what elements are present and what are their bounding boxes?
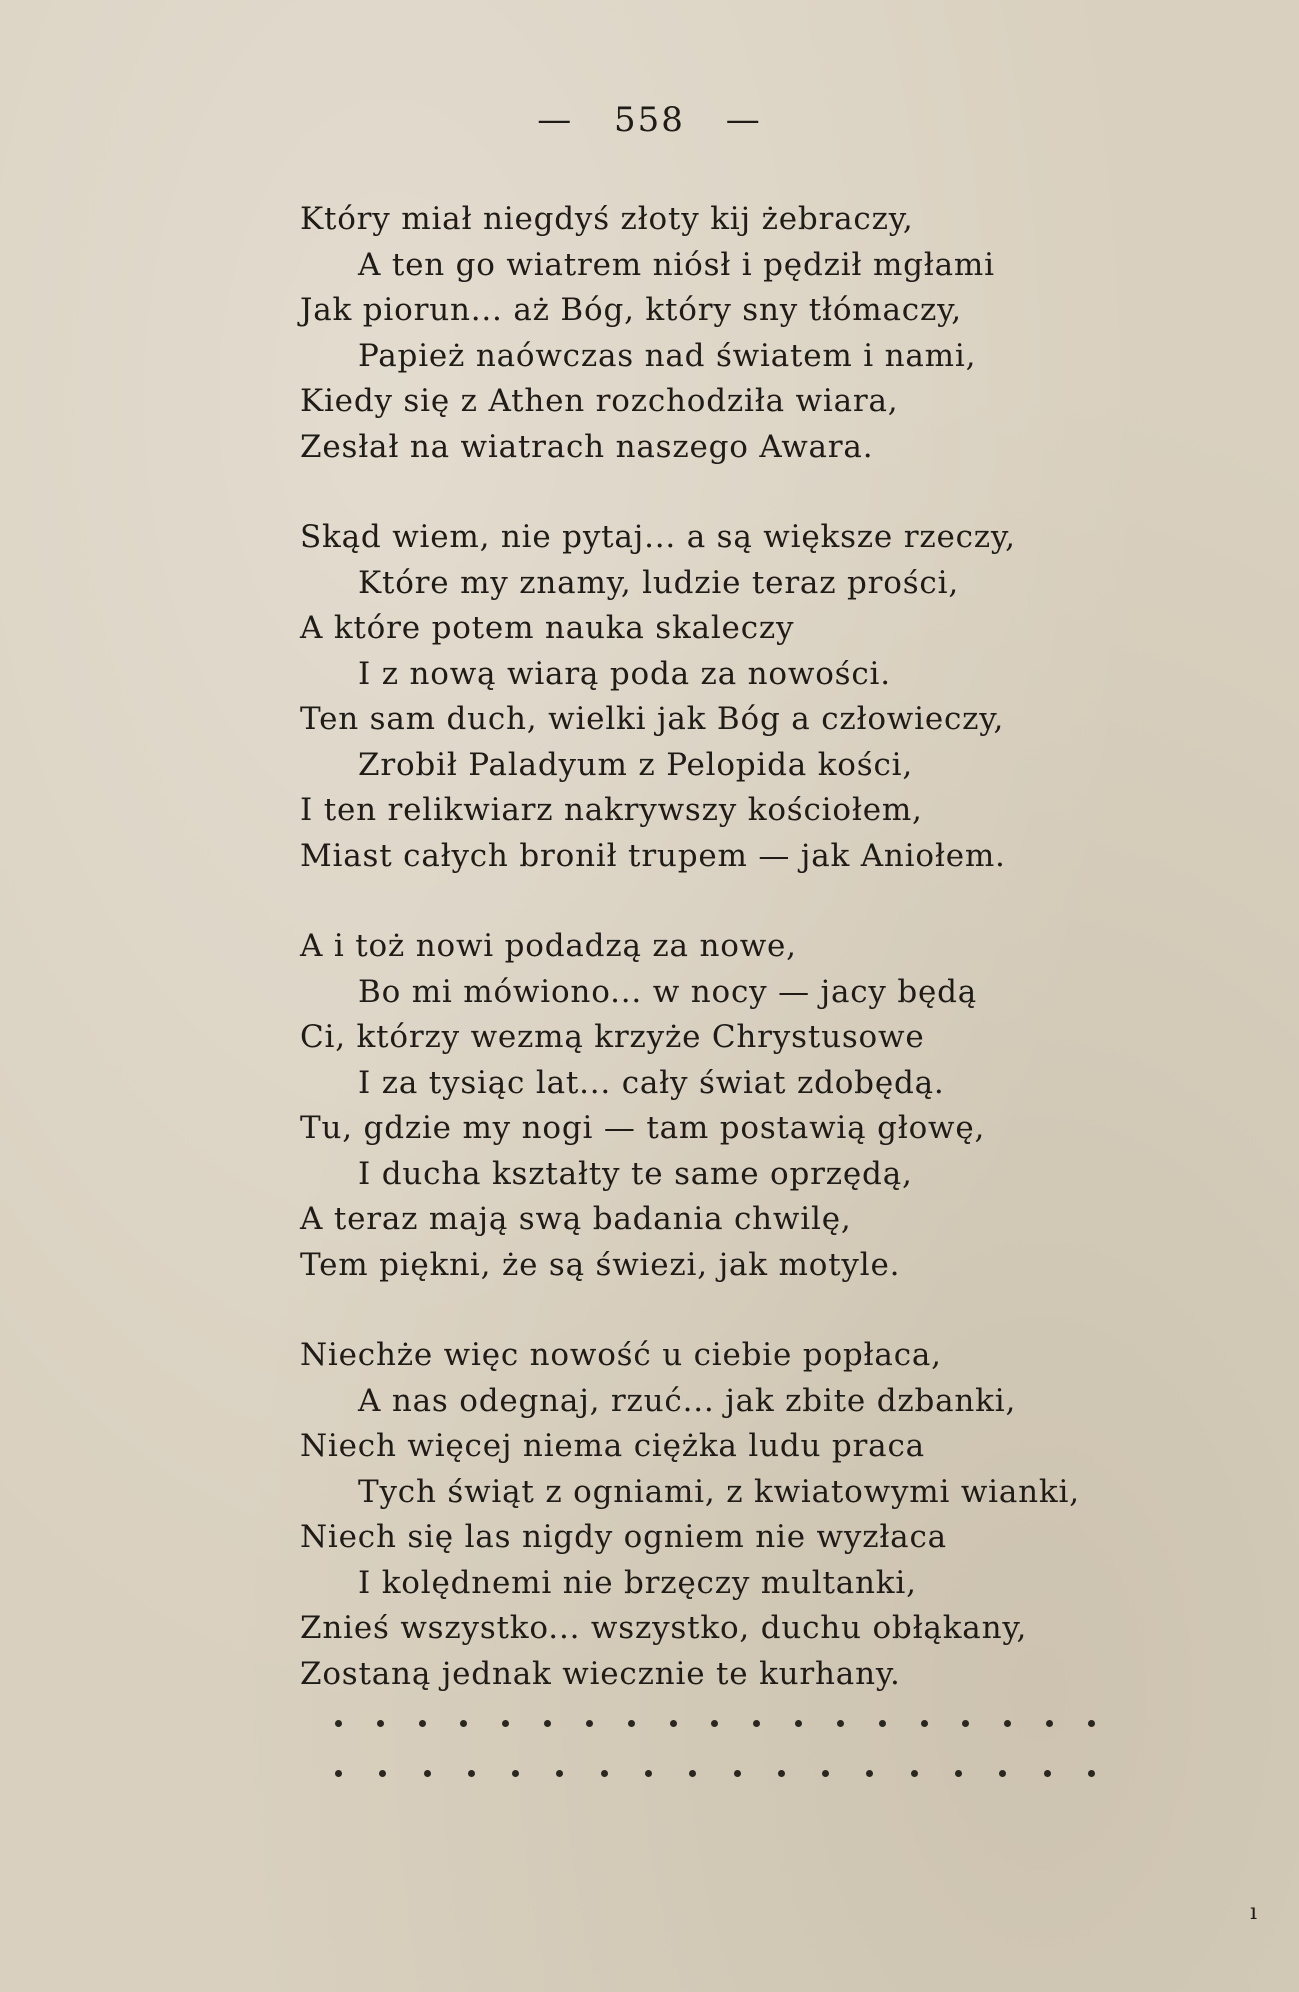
poem-line: Bo mi mówiono... w nocy — jacy będą [358, 973, 978, 1010]
stanza [300, 197, 1260, 470]
poem-line: Miast całych bronił trupem — jak Aniołem. [300, 837, 1006, 874]
ellipsis-dot [962, 1720, 969, 1727]
stanza [300, 924, 1260, 1288]
poem-line: Papież naówczas nad światem i nami, [358, 337, 977, 374]
stanza [300, 1333, 1260, 1697]
ellipsis-row [335, 1770, 1095, 1777]
ellipsis-dot [468, 1770, 475, 1777]
ellipsis-dot [377, 1720, 384, 1727]
ellipsis-dot [711, 1720, 718, 1727]
poem-line: Znieś wszystko... wszystko, duchu obłąkany, [300, 1610, 1028, 1646]
ellipsis-dot [795, 1720, 802, 1727]
poem-line: Tu, gdzie my nogi — tam postawią głowę, [300, 1110, 986, 1146]
poem-line: I ducha kształty te same oprzędą, [358, 1155, 913, 1192]
ellipsis-dot [921, 1720, 928, 1727]
poem-line: Który miał niegdyś złoty kij żebraczy, [300, 201, 914, 237]
ellipsis-row [335, 1720, 1095, 1727]
poem-line: A nas odegnaj, rzuć... jak zbite dzbanki, [358, 1382, 1017, 1419]
poem-line: I z nową wiarą poda za nowości. [358, 655, 891, 692]
ellipsis-dot [1044, 1770, 1051, 1777]
poem-line: I za tysiąc lat... cały świat zdobędą. [358, 1064, 945, 1101]
ellipsis-dot [1088, 1720, 1095, 1727]
poem-line: A teraz mają swą badania chwilę, [300, 1201, 852, 1237]
poem-line: A które potem nauka skaleczy [300, 610, 795, 646]
poem-line: Jak piorun... aż Bóg, który sny tłómaczy, [300, 292, 962, 328]
ellipsis-dot [1046, 1720, 1053, 1727]
ellipsis-dot [335, 1770, 342, 1777]
ellipsis-dot [955, 1770, 962, 1777]
ellipsis-dot [911, 1770, 918, 1777]
poem-line: A ten go wiatrem niósł i pędził mgłami [358, 246, 995, 283]
ellipsis-dot [866, 1770, 873, 1777]
poem-line: Zrobił Paladyum z Pelopida kości, [358, 746, 914, 783]
ellipsis-dot [556, 1770, 563, 1777]
poem-line: Kiedy się z Athen rozchodziła wiara, [300, 383, 899, 419]
ellipsis-dot [502, 1720, 509, 1727]
poem-line: Ten sam duch, wielki jak Bóg a człowieczy, [300, 701, 1005, 737]
ellipsis-dot [601, 1770, 608, 1777]
ellipsis-dot [1088, 1770, 1095, 1777]
poem-line: Zesłał na wiatrach naszego Awara. [300, 428, 874, 465]
ellipsis-dot [512, 1770, 519, 1777]
poem-line: I ten relikwiarz nakrywszy kościołem, [300, 792, 923, 828]
poem-line: Które my znamy, ludzie teraz prości, [358, 564, 959, 601]
ellipsis-dot [419, 1720, 426, 1727]
ellipsis-dot [1004, 1720, 1011, 1727]
poem-line: Skąd wiem, nie pytaj... a są większe rzeczy, [300, 519, 1016, 555]
ellipsis-dot [999, 1770, 1006, 1777]
stray-mark: ı [1250, 1900, 1258, 1925]
ellipsis-dot [753, 1720, 760, 1727]
ellipsis-dot [379, 1770, 386, 1777]
ellipsis-dot [424, 1770, 431, 1777]
poem-line: Niechże więc nowość u ciebie popłaca, [300, 1337, 942, 1373]
ellipsis-dot [734, 1770, 741, 1777]
ellipsis-dot [335, 1720, 342, 1727]
poem-line: A i toż nowi podadzą za nowe, [300, 928, 797, 964]
page-number: — 558 — [537, 100, 762, 140]
poem-line: Niech się las nigdy ogniem nie wyzłaca [300, 1519, 947, 1555]
poem-line: Niech więcej niema ciężka ludu praca [300, 1428, 925, 1464]
ellipsis-dot [586, 1720, 593, 1727]
ellipsis-dot [837, 1720, 844, 1727]
ellipsis-dot [689, 1770, 696, 1777]
ellipsis-dot [778, 1770, 785, 1777]
ellipsis-dot [645, 1770, 652, 1777]
ellipsis-dot [544, 1720, 551, 1727]
ellipsis-dot [670, 1720, 677, 1727]
poem-line: Zostaną jednak wiecznie te kurhany. [300, 1655, 901, 1692]
poem-line: Ci, którzy wezmą krzyże Chrystusowe [300, 1019, 925, 1055]
ellipsis-dot [822, 1770, 829, 1777]
ellipsis-dot [460, 1720, 467, 1727]
ellipsis-dot [879, 1720, 886, 1727]
stanza [300, 515, 1260, 879]
poem-line: Tem piękni, że są świezi, jak motyle. [300, 1246, 901, 1283]
poem [300, 197, 1260, 1742]
poem-line: Tych świąt z ogniami, z kwiatowymi wianki, [358, 1473, 1080, 1510]
ellipsis-dot [628, 1720, 635, 1727]
poem-line: I kolędnemi nie brzęczy multanki, [358, 1564, 917, 1601]
